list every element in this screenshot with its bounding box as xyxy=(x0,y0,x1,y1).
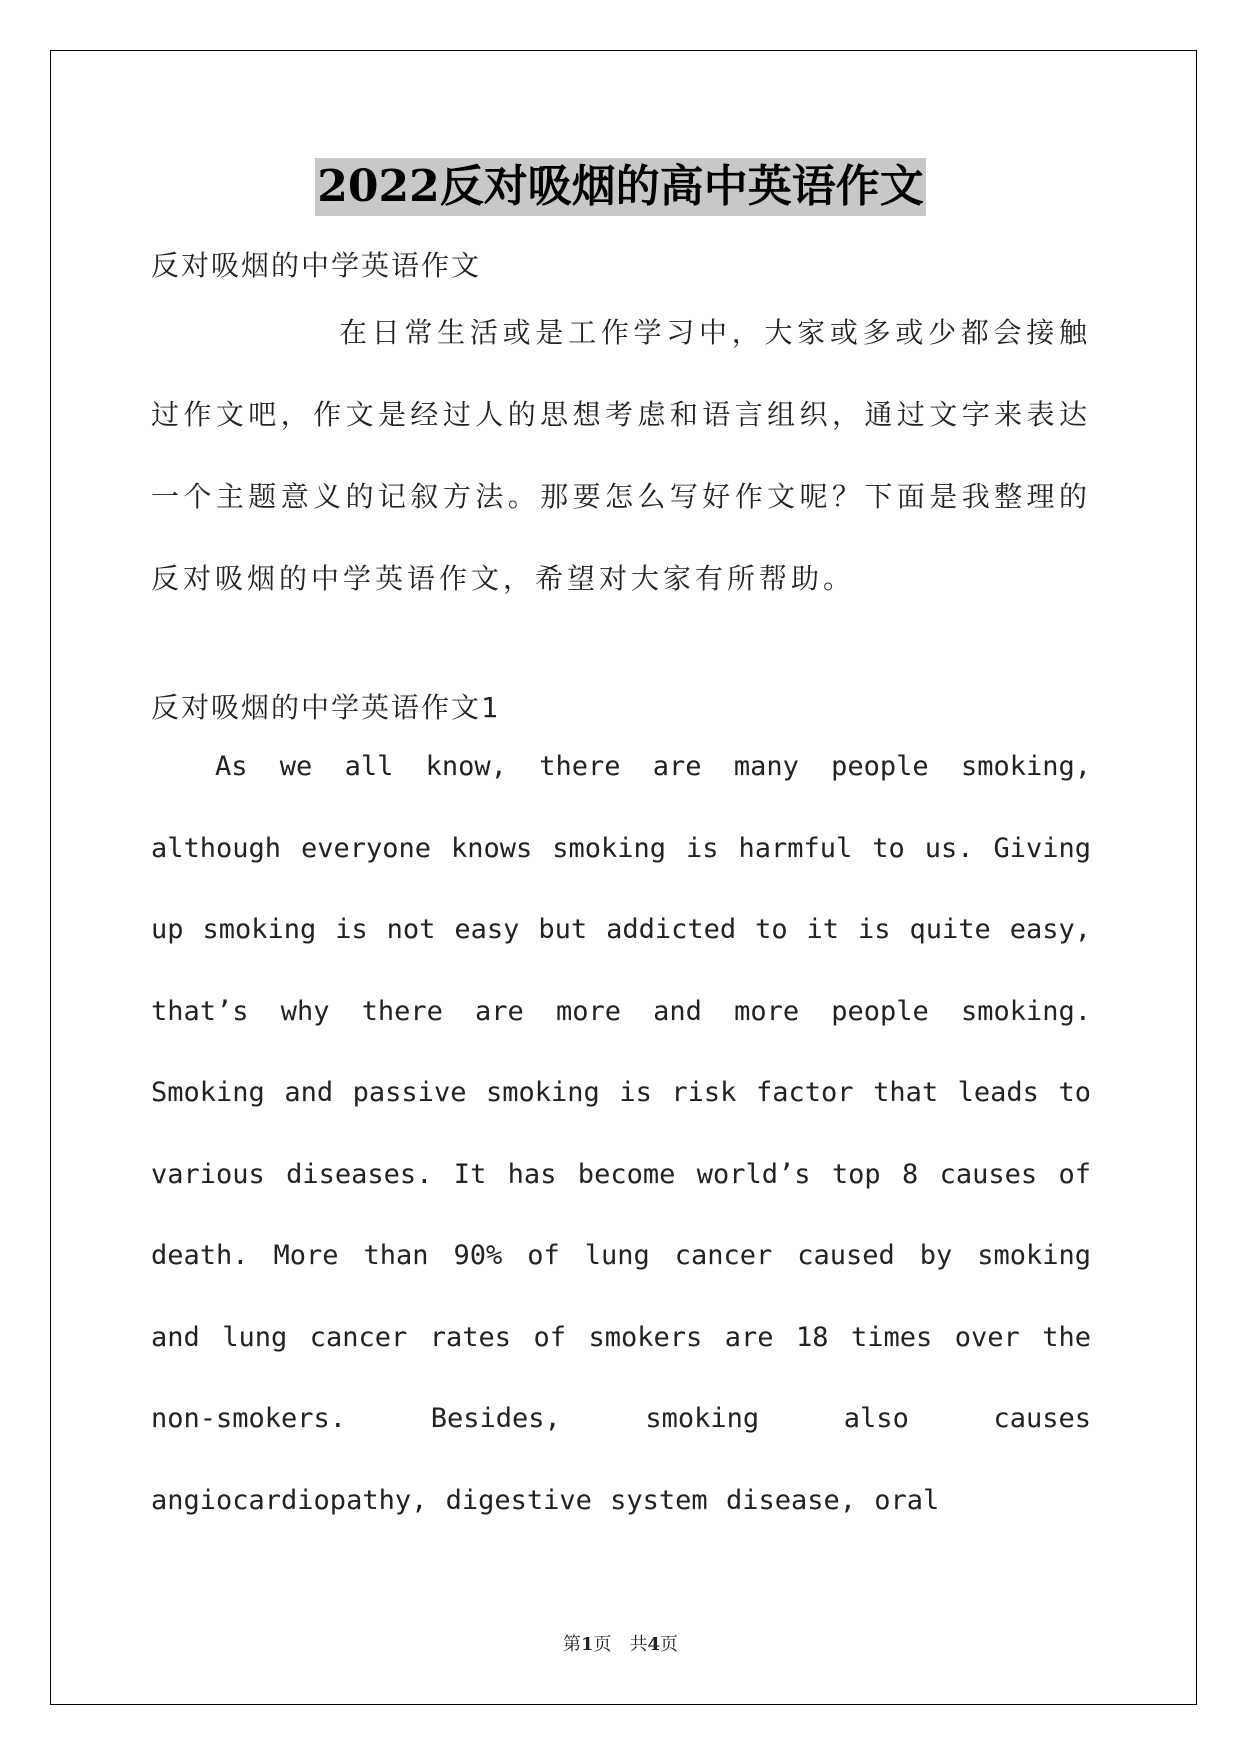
footer-prefix: 第 xyxy=(562,1634,581,1655)
document-subtitle: 反对吸烟的中学英语作文 xyxy=(151,249,482,282)
english-essay-block xyxy=(151,726,1091,1541)
title-container xyxy=(0,158,1241,216)
page-footer xyxy=(0,1630,1241,1656)
footer-middle: 页 共 xyxy=(593,1634,648,1655)
section-heading: 反对吸烟的中学英语作文1 xyxy=(151,691,500,724)
english-essay-paragraph: As we all know, there are many people smoking, although everyone knows smoking is harmful to us. Giving up smoking is not easy but addicted to it is quite easy, that’s why there are more and more people smoking. Smoking and passive smoking is risk factor that leads to various diseases. It has become world’s top 8 causes of death. More than 90% of lung cancer caused by smoking and lung cancer rates of smokers are 18 times over the non-smokers. Besides, smoking also causes angiocardiopathy, digestive system disease, oral xyxy=(151,751,1091,1516)
section-heading-block xyxy=(151,688,1091,728)
footer-total-pages: 4 xyxy=(647,1634,661,1655)
document-title: 2022反对吸烟的高中英语作文 xyxy=(315,158,925,216)
subtitle-block xyxy=(151,246,1091,286)
intro-paragraph: 在日常生活或是工作学习中，大家或多或少都会接触过作文吧，作文是经过人的思想考虑和语言组织，通过文字来表达一个主题意义的记叙方法。那要怎么写好作文呢？下面是我整理的反对吸烟的中学英语作文，希望对大家有所帮助。 xyxy=(151,316,1091,595)
footer-suffix: 页 xyxy=(660,1634,679,1655)
intro-block xyxy=(151,292,1091,620)
footer-current-page: 1 xyxy=(580,1634,594,1655)
